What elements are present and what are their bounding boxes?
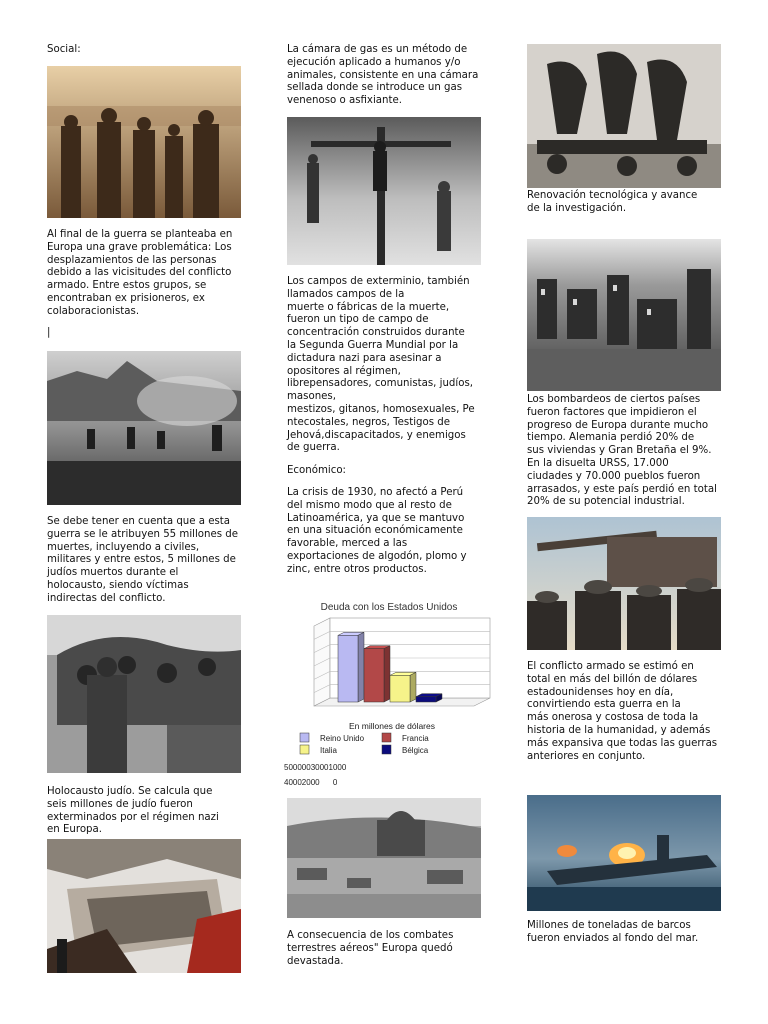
- paragraph-crisis-1930: La crisis de 1930, no afectó a Perú del mismo modo que al resto de Latinoamérica, ya que se mantuvo en una situación económicamente favorable, merced a las exportaciones de algodón, plomo y zinc, entre otros productos.: [287, 487, 467, 575]
- officers-cannon-photo: [527, 517, 721, 650]
- bombed-city-photo: [527, 239, 721, 391]
- naval-battle-photo: [527, 795, 721, 911]
- paragraph-muertes: Se debe tener en cuenta que a esta guerra se le atribuyen 55 millones de muertes, incluyendo a civiles, militares y entre estos, 5 millones de judíos muertos durante el holocausto, siendo víctimas indirectas del conflicto.: [47, 516, 239, 604]
- chart-bar-side: [358, 632, 364, 702]
- paragraph-final-guerra: Al final de la guerra se planteaba en Europa una grave problemática: Los desplazamientos de las personas debido a las vicisitudes del conflicto armado. Entre estos grupos, se encontraban ex prisioneros, ex colaboracionistas.: [47, 229, 233, 317]
- chart-x-label: En millones de dólares: [349, 721, 435, 731]
- legend-label: Italia: [320, 746, 337, 755]
- legend-swatch: [382, 733, 391, 742]
- text-mark: |: [47, 327, 51, 338]
- legend-swatch: [300, 745, 309, 754]
- chart-bar: [390, 675, 410, 702]
- chart-bar: [364, 649, 384, 702]
- chart-legend: [300, 733, 429, 755]
- legend-label: Reino Unido: [320, 734, 365, 743]
- paragraph-consecuencia: A consecuencia de los combates terrestres aéreos" Europa quedó devastada.: [287, 930, 454, 967]
- legend-swatch: [382, 745, 391, 754]
- soldiers-photo: [47, 66, 241, 218]
- legend-label: Bélgica: [402, 746, 429, 755]
- chart-bar-side: [410, 672, 416, 702]
- paragraph-barcos: Millones de toneladas de barcos fueron enviados al fondo del mar.: [527, 920, 699, 944]
- execution-photo: [287, 117, 481, 265]
- paragraph-bombardeos: Los bombardeos de ciertos países fueron factores que impidieron el progreso de Europa durante mucho tiempo. Alemania perdió 20% de sus viviendas y Gran Bretaña el 9%. En la disuelta URSS, 17.000 ciudades y 70.000 pueblos fueron arrasados, y este país perdió en total 20% de su potencial industrial.: [527, 394, 717, 508]
- legend-label: Francia: [402, 734, 429, 743]
- paragraph-campos-exterminio: Los campos de exterminio, también llamados campos de la muerte o fábricas de la muerte, fueron un tipo de campo de concentración construidos durante la Segunda Guerra Mundial por la dictadura nazi para asesinar a opositores al régimen, librepensadores, comunistas, judíos, masones, mestizos, gitanos, homosexuales, Pe ntecostales, negros, Testigos de Jehová,discapacitados, y enemigos de guerra.: [287, 276, 475, 454]
- chart-bar: [338, 635, 358, 702]
- chart-bar-side: [384, 646, 390, 702]
- chart-bar: [416, 697, 436, 702]
- hiroshima-dome-photo: [287, 798, 481, 918]
- debt-bar-chart: [284, 596, 494, 792]
- sound-locator-photo: [527, 44, 721, 188]
- chart-title: Deuda con los Estados Unidos: [320, 602, 458, 613]
- legend-swatch: [300, 733, 309, 742]
- heading-economico: Económico:: [287, 465, 346, 476]
- heading-social: Social:: [47, 44, 81, 55]
- chart-value-row-1: 50000030001000: [284, 763, 347, 772]
- prisoners-truck-photo: [47, 615, 241, 773]
- holocaust-model-photo: [47, 839, 241, 973]
- paragraph-conflicto-costo: El conflicto armado se estimó en total en más del billón de dólares estadounidenses hoy en día, convirtiendo esta guerra en la más onerosa y costosa de toda la historia de la humanidad, y además más expansiva que todas las guerras anteriores en conjunto.: [527, 661, 718, 762]
- paragraph-camara-gas: La cámara de gas es un método de ejecución aplicado a humanos y/o animales, consistente en una cámara sellada donde se introduce un gas venenoso o asfixiante.: [287, 44, 479, 107]
- destroyed-city-photo: [47, 351, 241, 505]
- paragraph-renovacion: Renovación tecnológica y avance de la investigación.: [527, 190, 698, 214]
- chart-value-row-2: 40002000 0: [284, 778, 338, 787]
- paragraph-holocausto: Holocausto judío. Se calcula que seis millones de judío fueron exterminados por el régimen nazi en Europa.: [47, 786, 219, 836]
